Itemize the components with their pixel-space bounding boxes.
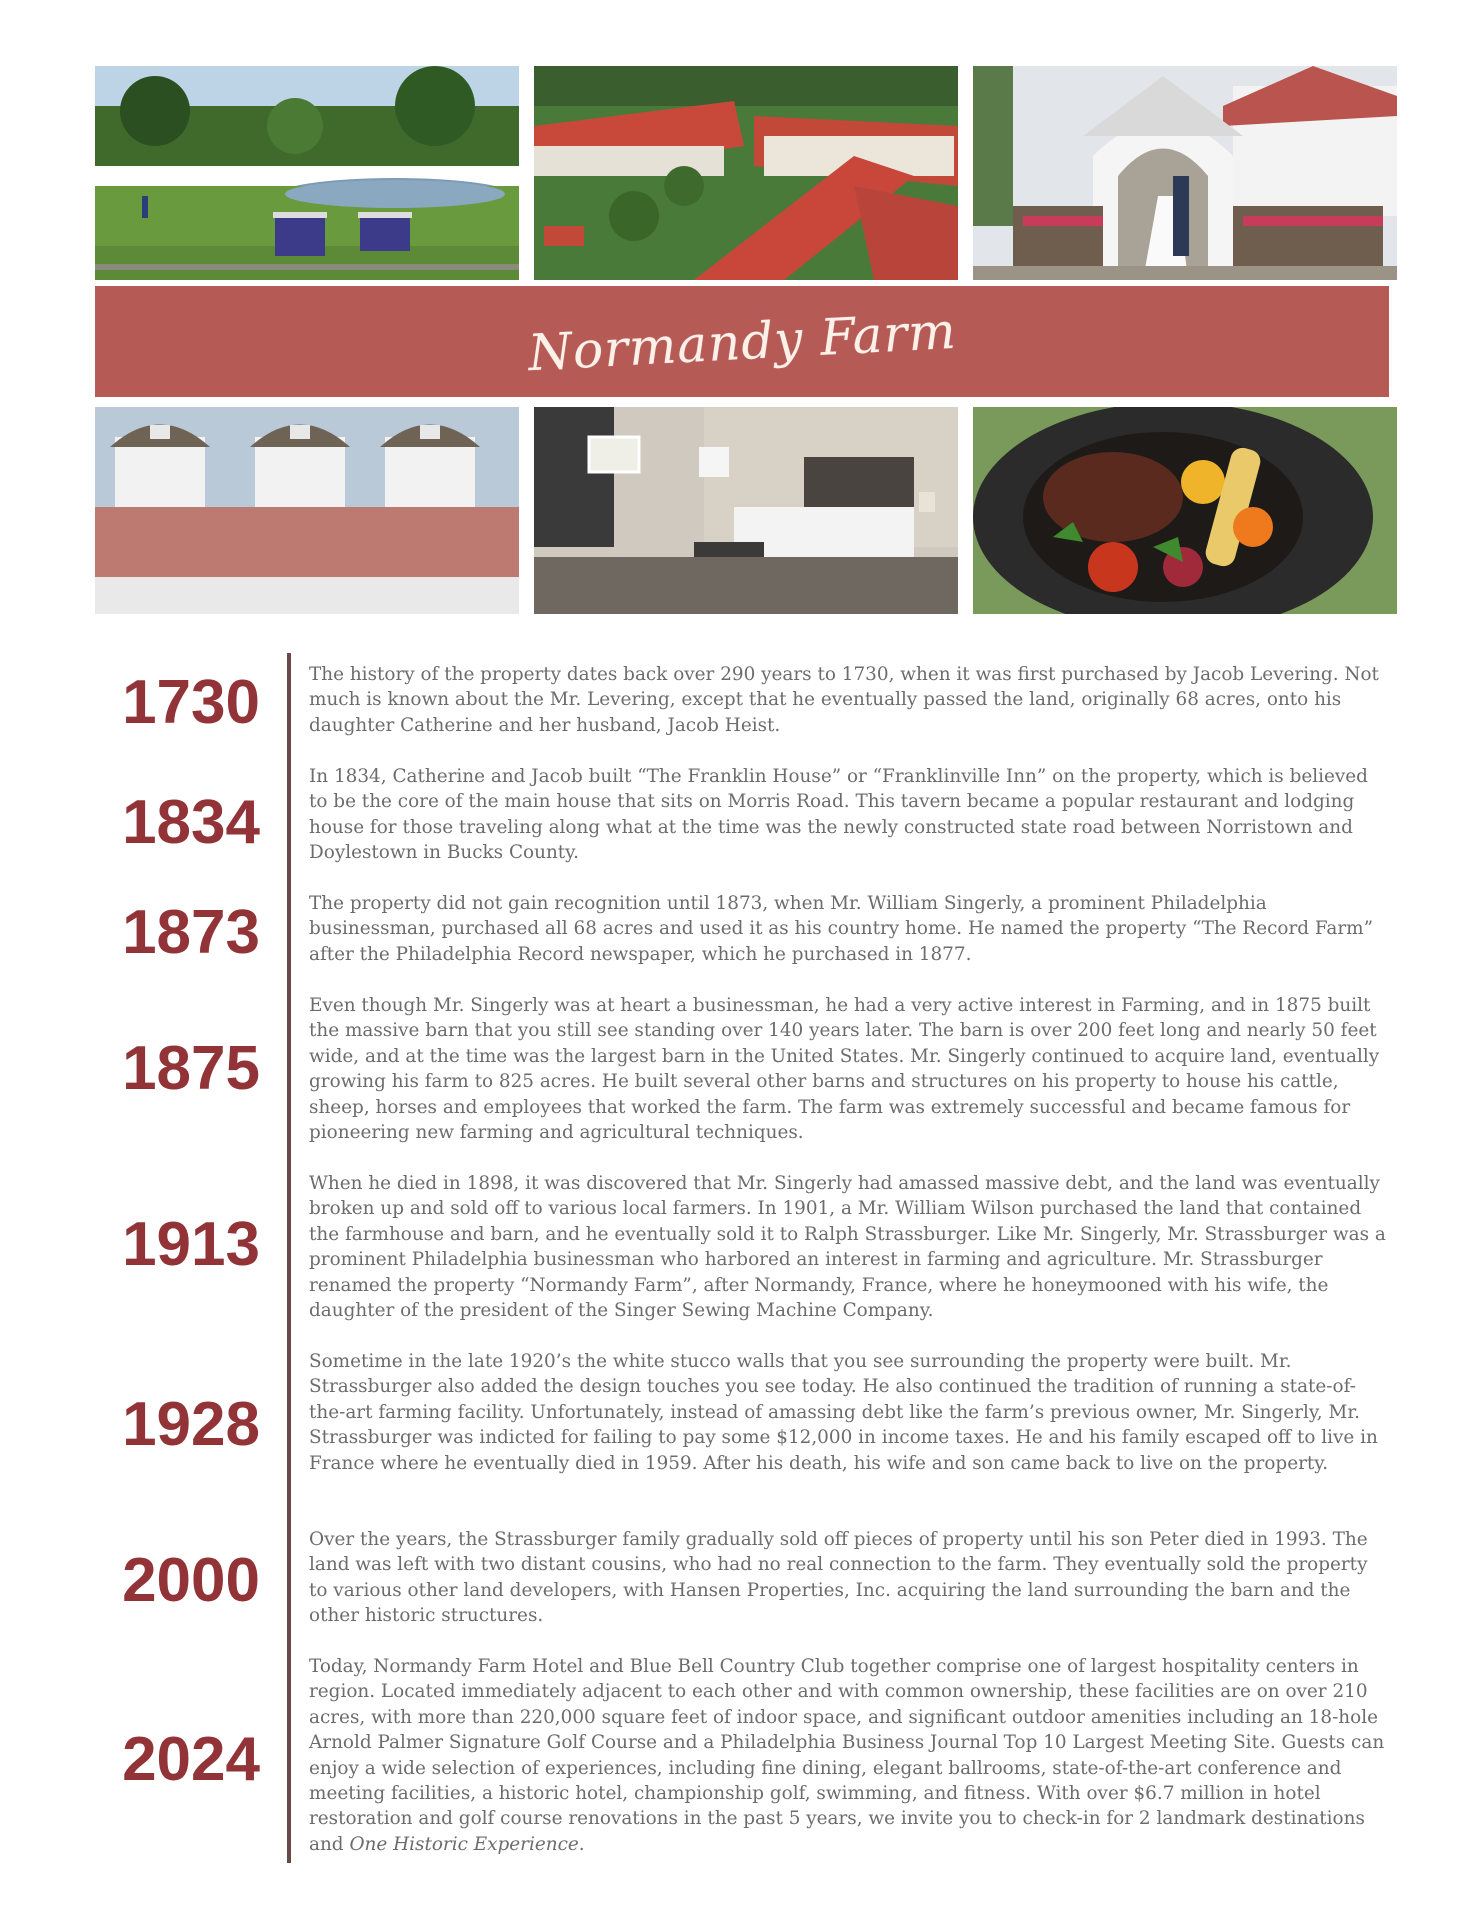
timeline-year-2000: 2000 — [122, 1546, 260, 1615]
title-banner — [95, 286, 1389, 397]
timeline-text-1730: The history of the property dates back over 290 years to 1730, when it was first purchased by Jacob Levering. Not much is known about the Mr. Levering, except that he eventually passed the land, originally 68 acres, onto his daughter Catherine and her husband, Jacob Heist. — [309, 664, 1379, 736]
hotel-room-photo — [534, 407, 958, 614]
timeline-year-1873: 1873 — [122, 898, 260, 967]
timeline-text-1875: Even though Mr. Singerly was at heart a businessman, he had a very active interest in Farming, and in 1875 built the massive barn that you still see standing over 140 years later. The barn is over 200 feet long and nearly 50 feet wide, and at the time was the largest barn in the United States. Mr. Singerly continued to acquire land, eventually growing his farm to 825 acres. He built several other barns and structures on his property to house his cattle, sheep, horses and employees that worked the farm. The farm was extremely successful and became famous for pioneering new farming and agricultural techniques. — [309, 995, 1380, 1144]
banner-title: Normandy Farm — [526, 301, 958, 382]
silo-towers-photo — [95, 407, 519, 614]
food-dish-photo — [973, 407, 1397, 614]
timeline-text-1913: When he died in 1898, it was discovered that Mr. Singerly had amassed massive debt, and the land was eventually broken up and sold off to various local farmers. In 1901, a Mr. William Wilson purchased the land that contained the farmhouse and barn, and he eventually sold it to Ralph Strassburger. Like Mr. Singerly, Mr. Strassburger was a prominent Philadelphia businessman who harbored an interest in farming and agriculture. Mr. Strassburger renamed the property “Normandy Farm”, after Normandy, France, where he honeymooned with his wife, the daughter of the president of the Singer Sewing Machine Company. — [309, 1173, 1386, 1322]
timeline-divider — [287, 653, 291, 1863]
timeline-year-1834: 1834 — [122, 788, 260, 857]
timeline-year-1875: 1875 — [122, 1034, 260, 1103]
timeline-text-2024-body: Today, Normandy Farm Hotel and Blue Bell Country Club together comprise one of largest hospitality centers in region. Located immediately adjacent to each other and with common ownership, these facilities are on over 210 acres, with more than 220,000 square feet of indoor space, and significant outdoor amenities including an 18-hole Arnold Palmer Signature Golf Course and a Philadelphia Business Journal Top 10 Largest Meeting Site. Guests can enjoy a wide selection of experiences, including fine dining, elegant ballrooms, state-of-the-art conference and meeting facilities, a historic hotel, championship golf, swimming, and fitness. With over $6.7 million in hotel restoration and golf course renovations in the past 5 years, we invite you to check-in for 2 landmark destinations and — [309, 1656, 1385, 1855]
timeline-year-1928: 1928 — [122, 1390, 260, 1459]
timeline-text-2024-end: . — [578, 1833, 585, 1855]
timeline-text-2024-emphasis: One Historic Experience — [349, 1833, 579, 1855]
timeline-text-1928: Sometime in the late 1920’s the white stucco walls that you see surrounding the property were built. Mr. Strassburger also added the design touches you see today. He also continued the tradition of running a state-of-the-art farming facility. Unfortunately, instead of amassing debt like the farm’s previous owner, Mr. Singerly, Mr. Strassburger was indicted for failing to pay some $12,000 in income taxes. He and his family escaped off to live in France where he eventually died in 1959. After his death, his wife and son came back to live on the property. — [309, 1351, 1378, 1474]
timeline-year-1730: 1730 — [122, 668, 260, 737]
golf-course-photo — [95, 66, 519, 280]
wedding-arch-photo — [973, 66, 1397, 280]
timeline-text-2024 — [309, 1654, 1391, 1857]
timeline-text-1873: The property did not gain recognition until 1873, when Mr. William Singerly, a prominent Philadelphia businessman, purchased all 68 acres and used it as his country home. He named the property “The Record Farm” after the Philadelphia Record newspaper, which he purchased in 1877. — [309, 893, 1374, 965]
timeline-year-2024: 2024 — [122, 1725, 260, 1794]
timeline-text-1834: In 1834, Catherine and Jacob built “The Franklin House” or “Franklinville Inn” on the property, which is believed to be the core of the main house that sits on Morris Road. This tavern became a popular restaurant and lodging house for those traveling along what at the time was the newly constructed state road between Norristown and Doylestown in Bucks County. — [309, 766, 1368, 864]
timeline-year-1913: 1913 — [122, 1210, 260, 1279]
aerial-hotel-photo — [534, 66, 958, 280]
timeline-text-2000: Over the years, the Strassburger family gradually sold off pieces of property until his son Peter died in 1993. The land was left with two distant cousins, who had no real connection to the farm. They eventually sold the property to various other land developers, with Hansen Properties, Inc. acquiring the land surrounding the barn and the other historic structures. — [309, 1529, 1368, 1627]
